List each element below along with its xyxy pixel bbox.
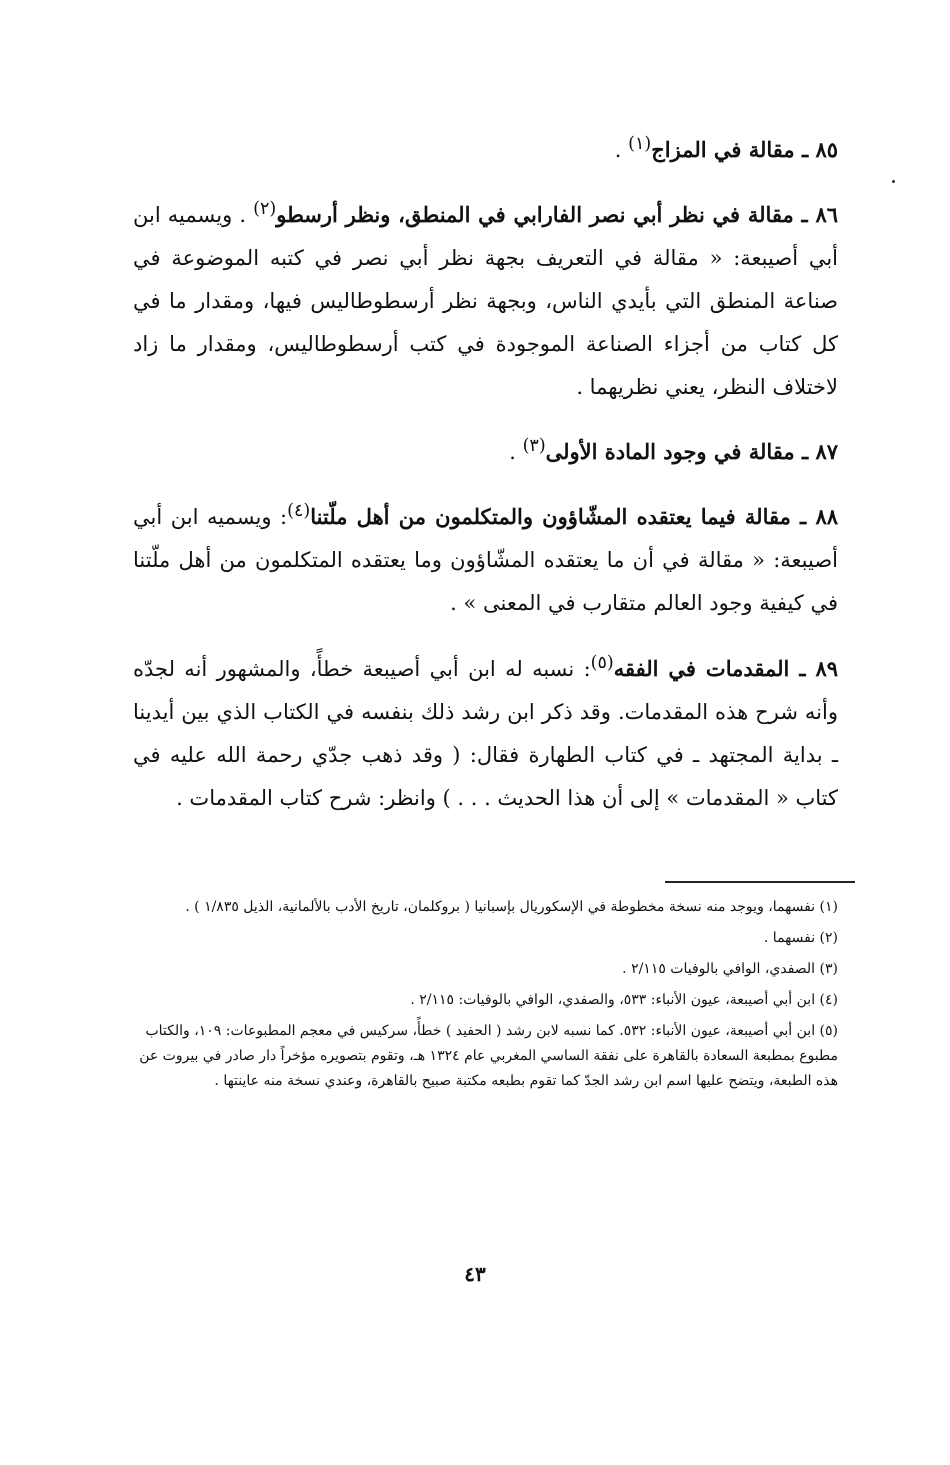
entry-text: .: [509, 440, 523, 464]
footnote-separator: [665, 881, 855, 883]
entry-text: : ويسميه ابن أبي أصيبعة: « مقالة في أن ما يعتقده المشّاؤون وما يعتقده المتكلمون من أهل ملّتنا في كيفية وجود العالم متقارب في المعنى » .: [133, 505, 838, 615]
entry-88: [133, 490, 838, 625]
entry-text: . ويسميه ابن أبي أصيبعة: « مقالة في التعريف بجهة نظر أبي نصر في كتبه الموضوعة في صناعة المنطق التي بأيدي الناس، وبجهة نظر أرسطوطاليس فيها، ومقدار ما في كل كتاب من أجزاء الصناعة الموجودة في كتب أرسطوطاليس، ومقدار ما زاد لاختلاف النظر، يعني نظريهما .: [133, 203, 838, 399]
entry-title: ٨٩ ـ المقدمات في الفقه: [613, 656, 838, 681]
footnote-5: (٥) ابن أبي أصيبعة، عيون الأنباء: ٥٣٢. كما نسبه لابن رشد ( الحفيد ) خطأً، سركيس في معجم المطبوعات: ١٠٩، والكتاب مطبوع بمطبعة السعادة بالقاهرة على نفقة الساسي المغربي عام ١٣٢٤ هـ، وتقوم بتصويره مؤخراً دار صادر في بيروت عن هذه الطبعة، ويتضح عليها اسم ابن رشد الجدّ كما تقوم بطبعه مكتبة صبيح بالقاهرة، وعندي نسخة منه عاينتها .: [139, 1023, 838, 1089]
entry-text: .: [614, 138, 629, 162]
entry-85: [133, 123, 838, 172]
footnote-ref: (١): [628, 134, 652, 154]
entry-86: [133, 188, 838, 409]
footnotes: [133, 895, 838, 1100]
page-number: ٤٣: [464, 1262, 486, 1286]
entry-title: ٨٨ ـ مقالة فيما يعتقده المشّاؤون والمتكلمون من أهل ملّتنا: [310, 504, 838, 529]
footnote-ref: (٤): [287, 501, 311, 521]
entry-text: : نسبه له ابن أبي أصيبعة خطأً، والمشهور أنه لجدّه وأنه شرح هذه المقدمات. وقد ذكر ابن رشد ذلك بنفسه في الكتاب الذي بين أيدينا ـ بداية المجتهد ـ في كتاب الطهارة فقال: ( وقد ذهب جدّي رحمة الله عليه في كتاب « المقدمات » إلى أن هذا الحديث . . . ) وانظر: شرح كتاب المقدمات .: [133, 657, 838, 810]
footnote-1: (١) نفسهما، ويوجد منه نسخة مخطوطة في الإسكوريال بإسبانيا ( بروكلمان، تاريخ الأدب بالألمانية، الذيل ١/٨٣٥ ) .: [185, 899, 838, 915]
margin-mark: [892, 180, 895, 183]
footnote-2: (٢) نفسهما .: [763, 930, 838, 946]
footnote-ref: (٥): [590, 653, 614, 673]
entry-title: ٨٦ ـ مقالة في نظر أبي نصر الفارابي في المنطق، ونظر أرسطو: [276, 202, 838, 227]
entry-87: [133, 425, 838, 474]
footnote-3: (٣) الصفدي، الوافي بالوفيات ٢/١١٥ .: [622, 961, 838, 977]
entry-title: ٨٥ ـ مقالة في المزاج: [651, 137, 838, 162]
entry-title: ٨٧ ـ مقالة في وجود المادة الأولى: [545, 439, 838, 464]
footnote-4: (٤) ابن أبي أصيبعة، عيون الأنباء: ٥٣٣، والصفدي، الوافي بالوفيات: ٢/١١٥ .: [410, 992, 838, 1008]
footnote-ref: (٢): [253, 199, 277, 219]
entry-89: [133, 642, 838, 820]
footnote-ref: (٣): [522, 436, 546, 456]
